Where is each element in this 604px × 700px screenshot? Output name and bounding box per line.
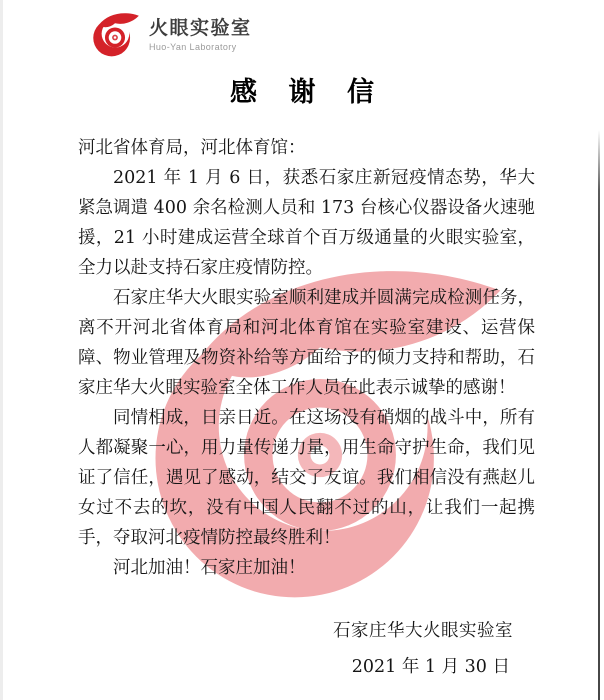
salutation: 河北省体育局，河北体育馆： [78, 138, 306, 158]
scan-edge-right [598, 130, 600, 700]
letter-title: 感 谢 信 [229, 77, 386, 107]
paragraph-4: 河北加油！石家庄加油！ [113, 558, 306, 578]
huoyan-logo-icon [88, 12, 142, 58]
letter-body [78, 133, 535, 583]
logo-text [149, 19, 252, 52]
logo-name-cn: 火眼实验室 [149, 18, 252, 39]
signature: 石家庄华大火眼实验室 [333, 621, 513, 641]
paragraph-1: 2021 年 1 月 6 日，获悉石家庄新冠疫情态势，华大紧急调遣 400 余名检测人员和 173 台核心仪器设备火速驰援，21 小时建成运营全球首个百万级通量的火眼实验室，全力以赴支持石家庄疫情防控。 [78, 168, 535, 278]
letterhead [88, 12, 252, 58]
signature-date: 2021 年 1 月 30 日 [351, 657, 510, 677]
paragraph-3: 同情相成，日亲日近。在这场没有硝烟的战斗中，所有人都凝聚一心，用力量传递力量，用生命守护生命，我们见证了信任，遇见了感动，结交了友谊。我们相信没有燕赵儿女过不去的坎，没有中国人民翻不过的山，让我们一起携手，夺取河北疫情防控最终胜利！ [78, 408, 535, 548]
paragraph-2: 石家庄华大火眼实验室顺利建成并圆满完成检测任务，离不开河北省体育局和河北体育馆在实验室建设、运营保障、物业管理及物资补给等方面给予的倾力支持和帮助，石家庄华大火眼实验室全体工作人员在此表示诚挚的感谢！ [78, 288, 535, 398]
logo-name-en: Huo-Yan Laboratory [149, 41, 237, 52]
